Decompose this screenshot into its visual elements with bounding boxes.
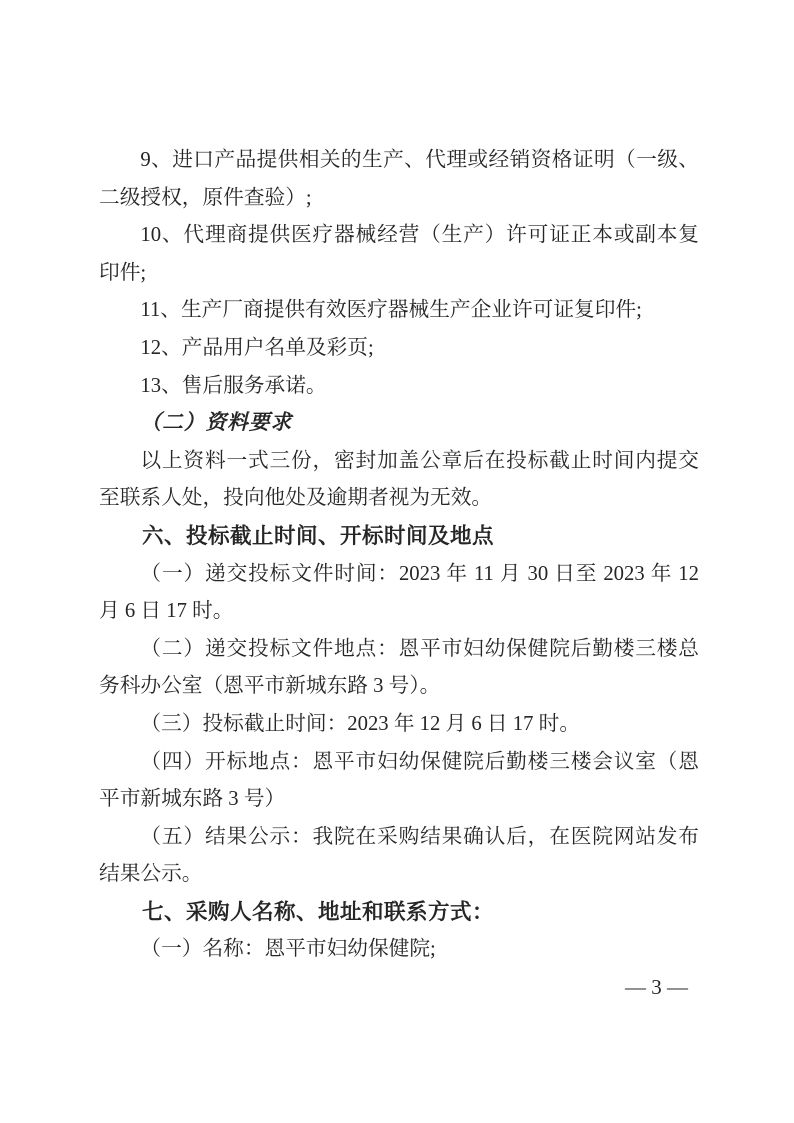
text-line: 以上资料一式三份，密封加盖公章后在投标截止时间内提交 [140, 449, 699, 472]
text-line: 六、投标截止时间、开标时间及地点 [142, 523, 495, 548]
text-line: 印件; [99, 261, 147, 284]
text-line: 至联系人处，投向他处及逾期者视为无效。 [99, 487, 493, 510]
paragraph-3 [99, 292, 699, 330]
paragraph-15 [99, 931, 699, 969]
text-line: 10、代理商提供医疗器械经营（生产）许可证正本或副本复 [140, 224, 699, 247]
text-line: 二级授权，原件查验）; [99, 186, 312, 209]
text-line: 11、生产厂商提供有效医疗器械生产企业许可证复印件; [140, 299, 642, 322]
paragraph-12 [99, 744, 699, 819]
sub-heading-6 [99, 405, 699, 443]
paragraph-10 [99, 631, 699, 706]
text-line: 12、产品用户名单及彩页; [140, 336, 374, 359]
document-body [99, 142, 699, 969]
section-heading-14 [99, 894, 699, 932]
paragraph-7 [99, 443, 699, 518]
text-line: 月 6 日 17 时。 [99, 600, 234, 623]
paragraph-13 [99, 819, 699, 894]
text-line: 13、售后服务承诺。 [140, 374, 327, 397]
text-line: 9、进口产品提供相关的生产、代理或经销资格证明（一级、 [140, 149, 699, 171]
text-line: （一）递交投标文件时间：2023 年 11 月 30 日至 2023 年 12 [140, 562, 699, 585]
page-number: — 3 — [625, 975, 688, 999]
text-line: （一）名称：恩平市妇幼保健院; [140, 938, 436, 961]
section-heading-8 [99, 518, 699, 556]
text-line: （五）结果公示：我院在采购结果确认后，在医院网站发布 [140, 825, 699, 848]
text-line: 结果公示。 [99, 863, 203, 886]
text-line: （二）资料要求 [140, 412, 293, 435]
text-line: 平市新城东路 3 号） [99, 788, 286, 811]
text-line: （四）开标地点：恩平市妇幼保健院后勤楼三楼会议室（恩 [140, 750, 699, 773]
paragraph-9 [99, 556, 699, 631]
paragraph-11 [99, 706, 699, 744]
text-line: 务科办公室（恩平市新城东路 3 号）。 [99, 675, 441, 698]
text-line: （二）递交投标文件地点：恩平市妇幼保健院后勤楼三楼总 [140, 637, 699, 660]
paragraph-2 [99, 217, 699, 292]
paragraph-5 [99, 368, 699, 406]
text-line: （三）投标截止时间：2023 年 12 月 6 日 17 时。 [140, 712, 581, 735]
paragraph-1 [99, 142, 699, 217]
paragraph-4 [99, 330, 699, 368]
page-footer [625, 974, 688, 1000]
text-line: 七、采购人名称、地址和联系方式： [142, 899, 495, 924]
